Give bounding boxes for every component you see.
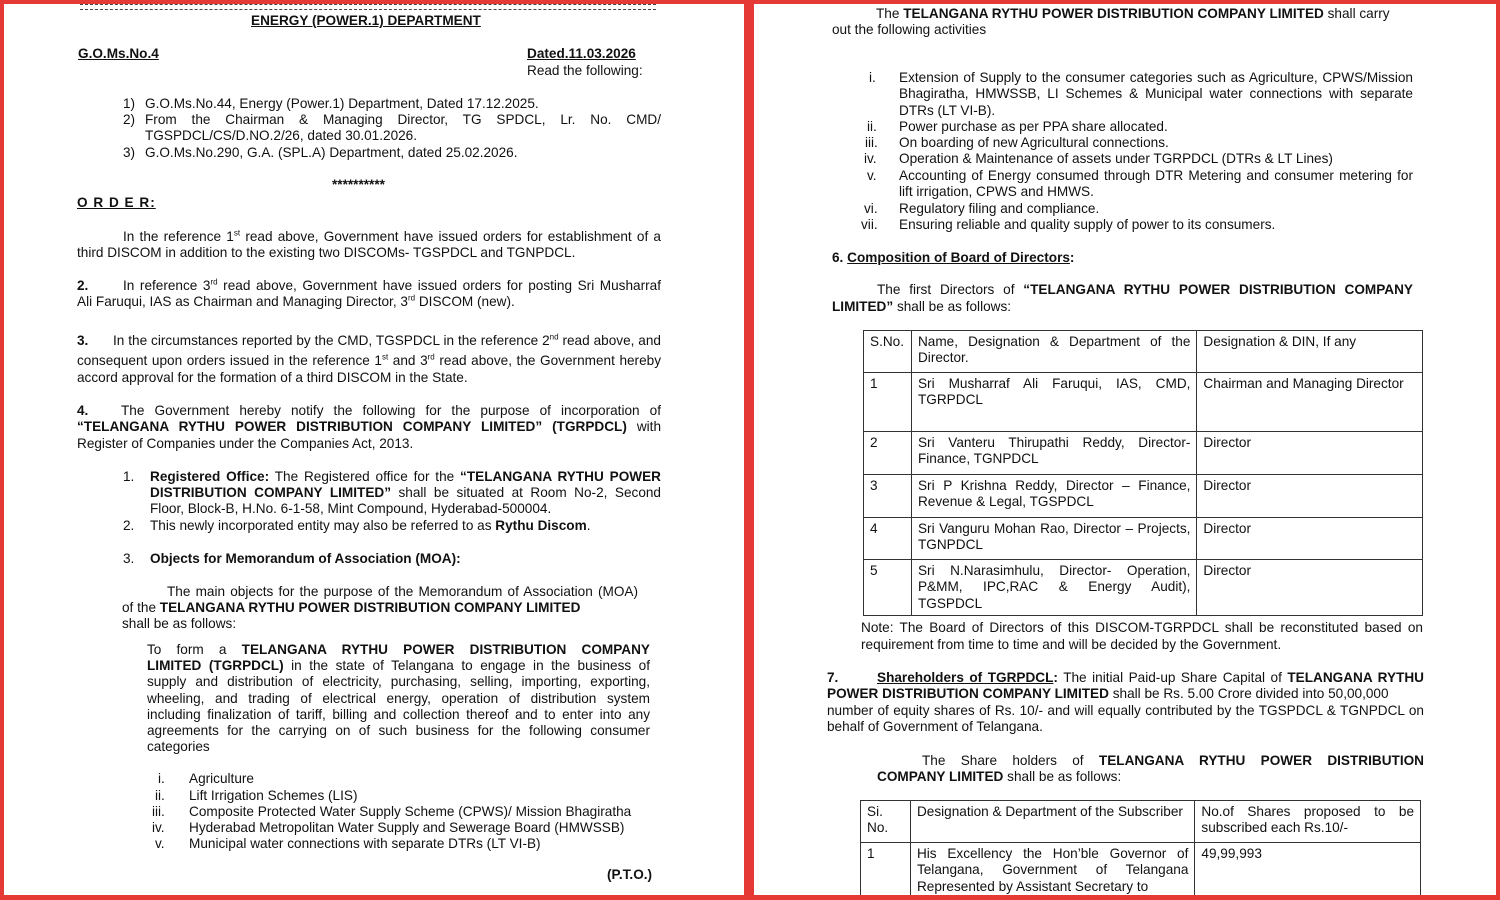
directors-intro-line-1: The first Directors of “TELANGANA RYTHU POWER DISTRIBUTION COMPANY: [877, 282, 1413, 297]
go-number: G.O.Ms.No.4: [78, 46, 159, 61]
reference-text: G.O.Ms.No.44, Energy (Power.1) Department, Dated 17.12.2025.: [145, 96, 539, 111]
paragraph-4-number: 4.: [77, 403, 89, 418]
paragraph-1-line-2: third DISCOM in addition to the existing two DISCOMs- TGSPDCL and TGNPDCL.: [77, 245, 576, 260]
paragraph-4-line-3: Register of Companies under the Companies Act, 2013.: [77, 436, 414, 451]
table-row: [864, 518, 1423, 560]
section-7-line-3: number of equity shares of Rs. 10/- and will equally contributed by the TGSPDCL & TGNPDCL on: [827, 703, 1424, 718]
activity-number: v.: [867, 168, 877, 183]
table-cell: 49,99,993: [1195, 843, 1421, 896]
table-cell: His Excellency the Hon’ble Governor of Telangana, Government of Telangana Represented by Assistant Secretary to: [910, 843, 1194, 896]
paragraph-4-line-2: “TELANGANA RYTHU POWER DISTRIBUTION COMPANY LIMITED” (TGRPDCL) with: [77, 419, 662, 434]
paragraph-3-number: 3.: [77, 333, 89, 348]
activity-number: i.: [869, 70, 876, 85]
rythu-discom-line: This newly incorporated entity may also be referred to as Rythu Discom.: [150, 518, 591, 533]
note-line-1: Note: The Board of Directors of this DISCOM-TGRPDCL shall be reconstituted based on: [861, 620, 1423, 635]
objects-line: LIMITED (TGRPDCL) in the state of Telangana to engage in the business of: [147, 658, 650, 673]
reference-text: From the Chairman & Managing Director, TG SPDCL, Lr. No. CMD/: [145, 112, 661, 127]
category-item: Composite Protected Water Supply Scheme (CPWS)/ Mission Bhagiratha: [189, 804, 632, 819]
item-3-number: 3.: [123, 551, 135, 566]
read-following: Read the following:: [527, 63, 643, 78]
category-item: Lift Irrigation Schemes (LIS): [189, 788, 358, 803]
table-cell: Director: [1197, 475, 1423, 518]
objects-line: agreements for the carrying on of such business for the following consumer: [147, 723, 650, 738]
table-cell: 3: [864, 475, 912, 518]
item-1-number: 1.: [123, 469, 135, 484]
table-cell: 2: [864, 432, 912, 475]
item-2-number: 2.: [123, 518, 135, 533]
table-cell: Director: [1197, 518, 1423, 560]
table-cell: Sri Vanteru Thirupathi Reddy, Director-Finance, TGNPDCL: [911, 432, 1196, 475]
separator-stars: **********: [332, 177, 385, 192]
table-cell: Director: [1197, 432, 1423, 475]
activity-line: Ensuring reliable and quality supply of power to its consumers.: [899, 217, 1276, 232]
paragraph-2-line-2: Ali Faruqui, IAS as Chairman and Managing Director, 3rd DISCOM (new).: [77, 293, 515, 309]
right-page: [754, 4, 1496, 895]
objects-line: supply and distribution of electricity, purchasing, selling, importing, exporting,: [147, 674, 650, 689]
activity-line: Power purchase as per PPA share allocated.: [899, 119, 1168, 134]
activity-line: Bhagiratha, HMWSSB, LI Schemes & Municipal water connections with separate: [899, 86, 1413, 101]
activity-line: On boarding of new Agricultural connections.: [899, 135, 1169, 150]
paragraph-1-line-1: In the reference 1st read above, Government have issued orders for establishment of a: [123, 228, 661, 244]
category-number: iii.: [152, 804, 165, 819]
reference-number: 3): [123, 145, 136, 160]
directors-intro-line-2: LIMITED” shall be as follows:: [832, 299, 1012, 314]
table-cell: Sri Musharraf Ali Faruqui, IAS, CMD, TGRPDCL: [911, 373, 1196, 432]
objects-line: wheeling, and trading of electrical energy, operation of distribution system: [147, 691, 650, 706]
paragraph-2-number: 2.: [77, 278, 89, 293]
reference-text-continued: TGSPDCL/CS/D.NO.2/26, dated 30.01.2026.: [145, 128, 418, 143]
section-7-line-2: POWER DISTRIBUTION COMPANY LIMITED shall be Rs. 5.00 Crore divided into 50,00,000: [827, 686, 1389, 701]
paragraph-3-line-3: accord approval for the formation of a third DISCOM in the State.: [77, 370, 468, 385]
reference-number: 2): [123, 112, 136, 127]
paragraph-3-line-2: consequent upon orders issued in the reference 1st and 3rd read above, the Government hereby: [77, 352, 662, 368]
activity-line: lift irrigation, CPWS and HMWS.: [899, 184, 1094, 199]
moa-line-3: shall be as follows:: [122, 616, 237, 631]
column-header: No.of Shares proposed to be subscribed each Rs.10/-: [1195, 801, 1421, 843]
activity-number: iii.: [865, 135, 878, 150]
activity-number: vii.: [861, 217, 878, 232]
activity-line: DTRs (LT VI-B).: [899, 103, 996, 118]
table-cell: 5: [864, 560, 912, 616]
paragraph-4-line-1: The Government hereby notify the following for the purpose of incorporation of: [121, 403, 661, 418]
section-7-line-4: behalf of Government of Telangana.: [827, 719, 1043, 734]
shareholders-table: [860, 800, 1421, 895]
table-cell: Sri P Krishna Reddy, Director – Finance, Revenue & Legal, TGSPDCL: [911, 475, 1196, 518]
category-number: i.: [158, 771, 165, 786]
objects-line: including finalization of tariff, billing and collection thereof and to enter into any: [147, 707, 650, 722]
column-header: Si. No.: [861, 801, 911, 843]
moa-line-1: The main objects for the purpose of the Memorandum of Association (MOA): [167, 584, 638, 599]
note-line-2: requirement from time to time and will be decided by the Government.: [861, 637, 1282, 652]
table-cell: 1: [861, 843, 911, 896]
activities-intro-line-1: The TELANGANA RYTHU POWER DISTRIBUTION COMPANY LIMITED shall carry: [876, 6, 1390, 21]
registered-office-line-3: Floor, Block-B, H.No. 6-1-58, Mint Compound, Hyderabad-500004.: [150, 501, 552, 516]
order-heading: O R D E R:: [77, 195, 156, 210]
table-row: [864, 475, 1423, 518]
reference-text: G.O.Ms.No.290, G.A. (SPL.A) Department, dated 25.02.2026.: [145, 145, 518, 160]
paragraph-2-line-1: In reference 3rd read above, Government have issued orders for posting Sri Musharraf: [123, 277, 661, 293]
category-item: Municipal water connections with separate DTRs (LT VI-B): [189, 836, 541, 851]
pto-marker: (P.T.O.): [607, 867, 653, 882]
table-cell: Sri N.Narasimhulu, Director- Operation, P&MM, IPC,RAC & Energy Audit), TGSPDCL: [911, 560, 1196, 616]
table-cell: Director: [1197, 560, 1423, 616]
registered-office-line-1: Registered Office: The Registered office for the “TELANGANA RYTHU POWER: [150, 469, 661, 484]
column-header: Designation & Department of the Subscriber: [910, 801, 1194, 843]
registered-office-line-2: DISTRIBUTION COMPANY LIMITED” shall be situated at Room No-2, Second: [150, 485, 661, 500]
activity-line: Extension of Supply to the consumer categories such as Agriculture, CPWS/Mission: [899, 70, 1413, 85]
reference-number: 1): [123, 96, 136, 111]
section-7-line-1: Shareholders of TGRPDCL: The initial Paid-up Share Capital of TELANGANA RYTHU: [877, 670, 1425, 685]
left-page: [4, 4, 744, 895]
category-number: ii.: [155, 788, 165, 803]
category-number: iv.: [152, 820, 165, 835]
table-header-row: [864, 331, 1423, 373]
shareholders-intro-line-2: COMPANY LIMITED shall be as follows:: [877, 769, 1122, 784]
moa-line-2: of the TELANGANA RYTHU POWER DISTRIBUTION COMPANY LIMITED: [122, 600, 581, 615]
paragraph-3-line-1: In the circumstances reported by the CMD, TGSPDCL in the reference 2nd read above, and: [113, 332, 661, 348]
category-item: Hyderabad Metropolitan Water Supply and Sewerage Board (HMWSSB): [189, 820, 625, 835]
column-header: Name, Designation & Department of the Director.: [911, 331, 1196, 373]
objects-line: categories: [147, 739, 210, 754]
table-cell: 1: [864, 373, 912, 432]
activity-number: vi.: [864, 201, 878, 216]
column-header: Designation & DIN, If any: [1197, 331, 1423, 373]
category-item: Agriculture: [189, 771, 254, 786]
table-header-row: [861, 801, 1421, 843]
section-6-heading: 6. Composition of Board of Directors:: [832, 250, 1075, 265]
table-cell: Sri Vanguru Mohan Rao, Director – Projects, TGNPDCL: [911, 518, 1196, 560]
objects-line: To form a TELANGANA RYTHU POWER DISTRIBUTION COMPANY: [147, 642, 650, 657]
activity-line: Operation & Maintenance of assets under TGRPDCL (DTRs & LT Lines): [899, 151, 1333, 166]
category-number: v.: [155, 836, 165, 851]
top-dashed-rule: [80, 4, 656, 10]
table-cell: Chairman and Managing Director: [1197, 373, 1423, 432]
table-row: [861, 843, 1421, 896]
column-header: S.No.: [864, 331, 912, 373]
activity-number: iv.: [864, 151, 877, 166]
directors-table: [863, 330, 1423, 616]
section-7-number: 7.: [827, 670, 839, 685]
activity-line: Accounting of Energy consumed through DTR Metering and consumer metering for: [899, 168, 1413, 183]
table-row: [864, 373, 1423, 432]
shareholders-intro-line-1: The Share holders of TELANGANA RYTHU POWER DISTRIBUTION: [922, 753, 1424, 768]
table-row: [864, 560, 1423, 616]
table-row: [864, 432, 1423, 475]
activities-intro-line-2: out the following activities: [832, 22, 987, 37]
go-date: Dated.11.03.2026: [527, 46, 636, 61]
department-heading: ENERGY (POWER.1) DEPARTMENT: [251, 13, 481, 28]
activity-line: Regulatory filing and compliance.: [899, 201, 1100, 216]
activity-number: ii.: [867, 119, 877, 134]
moa-heading: Objects for Memorandum of Association (MOA):: [150, 551, 461, 566]
table-cell: 4: [864, 518, 912, 560]
